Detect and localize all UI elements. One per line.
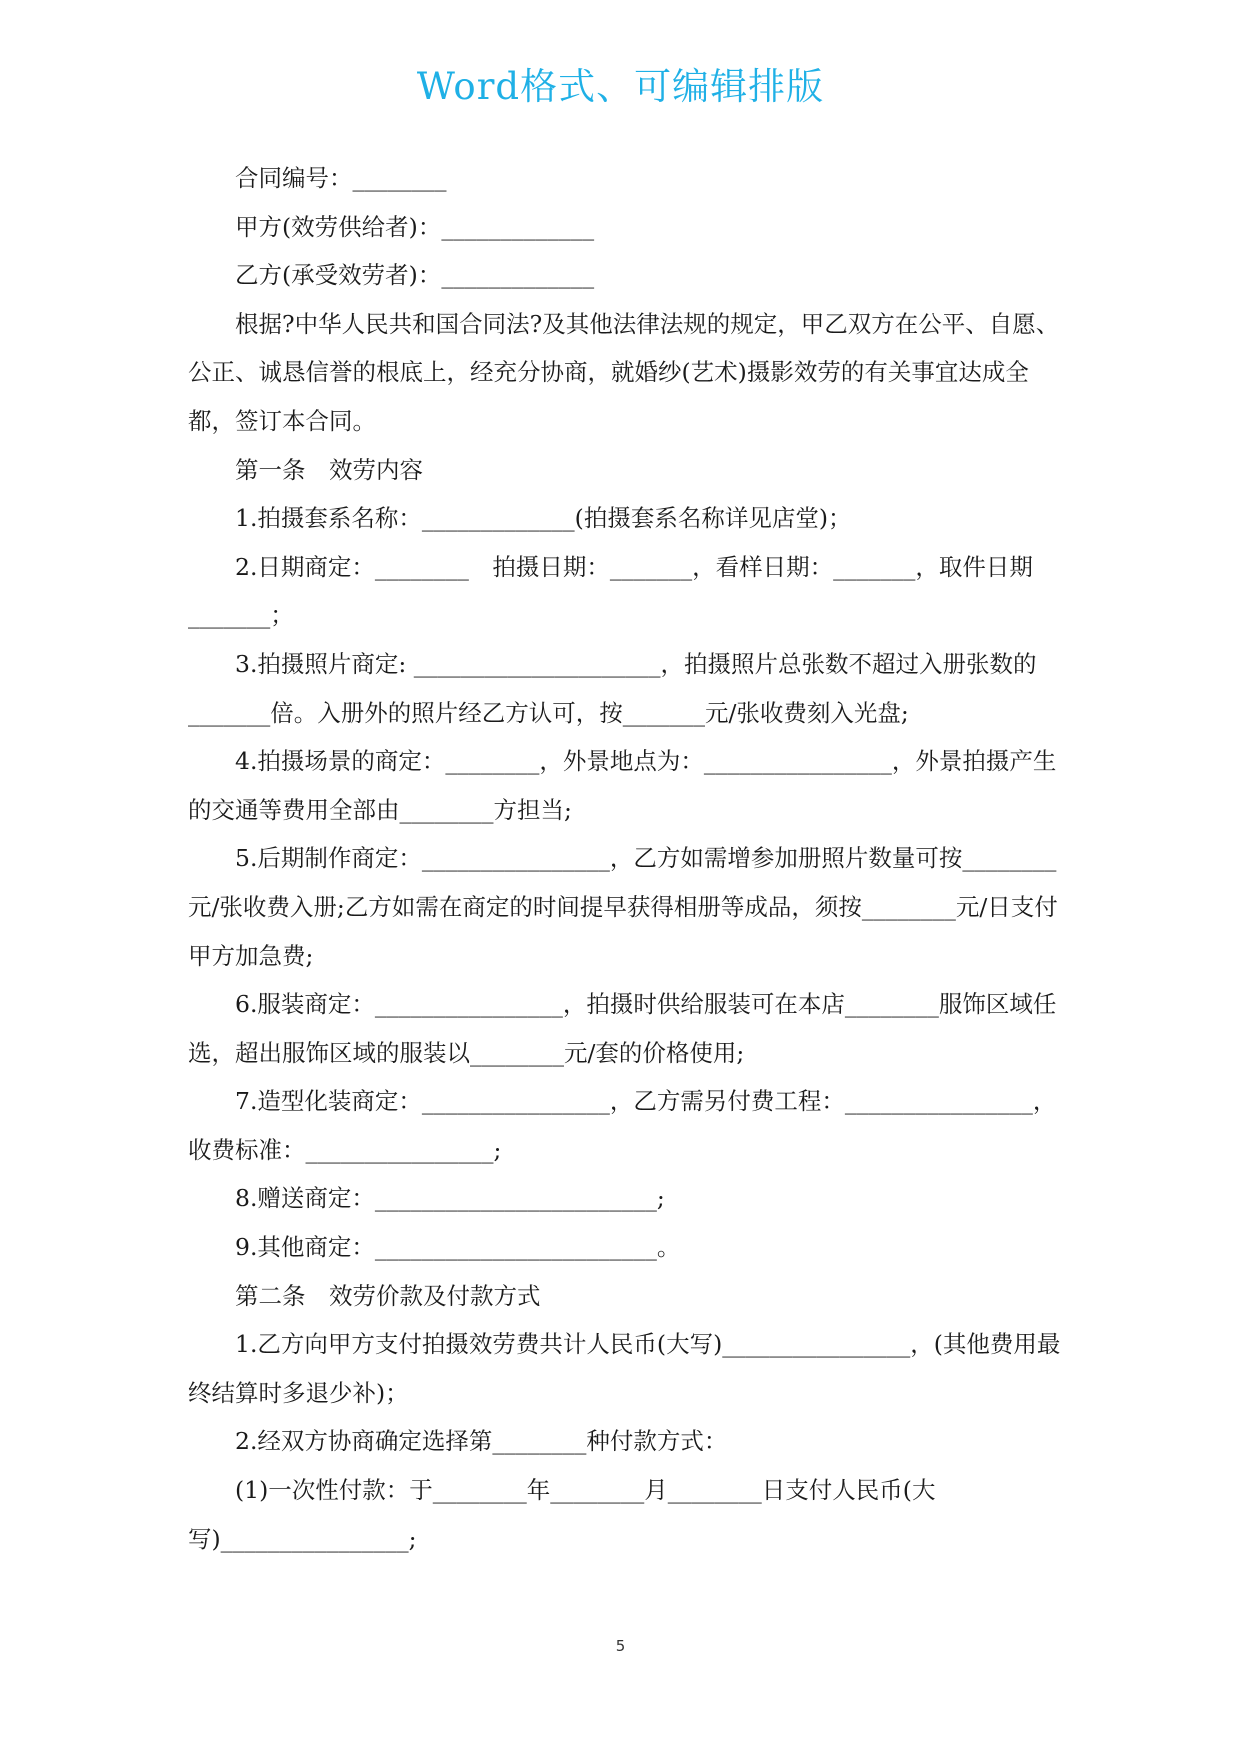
article-1-heading: 第一条 效劳内容 [235,455,423,484]
clause-1-5: 5.后期制作商定：________________，乙方如需增参加册照片数量可按________元/张收费入册;乙方如需在商定的时间提早获得相册等成品，须按________元/日支付甲方加急费; [188,844,1058,970]
clause-1-4: 4.拍摄场景的商定：________，外景地点为：________________，外景拍摄产生的交通等费用全部由________方担当; [188,747,1057,824]
clause-2-2-option-1: (1)一次性付款：于________年________月________日支付人民币(大写)________________; [188,1476,936,1553]
document-header-title: Word格式、可编辑排版 [416,65,825,108]
clause-1-7: 7.造型化装商定：________________，乙方需另付费工程：________________，收费标准：________________; [188,1087,1057,1164]
party-b-line: 乙方(承受效劳者)：_____________ [235,261,595,290]
clause-1-1: 1.拍摄套系名称：_____________(拍摄套系名称详见店堂)； [235,504,852,533]
clause-1-3: 3.拍摄照片商定: _____________________，拍摄照片总张数不超过入册张数的_______倍。入册外的照片经乙方认可，按_______元/张收费刻入光盘; [188,649,1037,727]
clause-1-9: 9.其他商定：________________________。 [235,1233,681,1262]
page-number: 5 [615,1637,626,1655]
contract-number-line: 合同编号：________ [235,164,447,192]
clause-1-8: 8.赠送商定：________________________; [235,1184,665,1213]
clause-1-2: 2.日期商定：________ 拍摄日期：_______，看样日期：_______，取件日期_______； [188,552,1033,630]
clause-2-1: 1.乙方向甲方支付拍摄效劳费共计人民币(大写)________________，(其他费用最终结算时多退少补)； [188,1330,1061,1407]
article-2-heading: 第二条 效劳价款及付款方式 [235,1281,541,1310]
preamble-paragraph: 根据?中华人民共和国合同法?及其他法律法规的规定，甲乙双方在公平、自愿、公正、诚恳信誉的根底上，经充分协商，就婚纱(艺术)摄影效劳的有关事宜达成全都，签订本合同。 [188,309,1060,435]
party-a-line: 甲方(效劳供给者)：_____________ [235,212,595,241]
clause-2-2: 2.经双方协商确定选择第________种付款方式： [235,1427,728,1456]
clause-1-6: 6.服装商定：________________，拍摄时供给服装可在本店________服饰区域任选，超出服饰区域的服装以________元/套的价格使用; [188,990,1057,1067]
contract-body [188,154,1068,1563]
